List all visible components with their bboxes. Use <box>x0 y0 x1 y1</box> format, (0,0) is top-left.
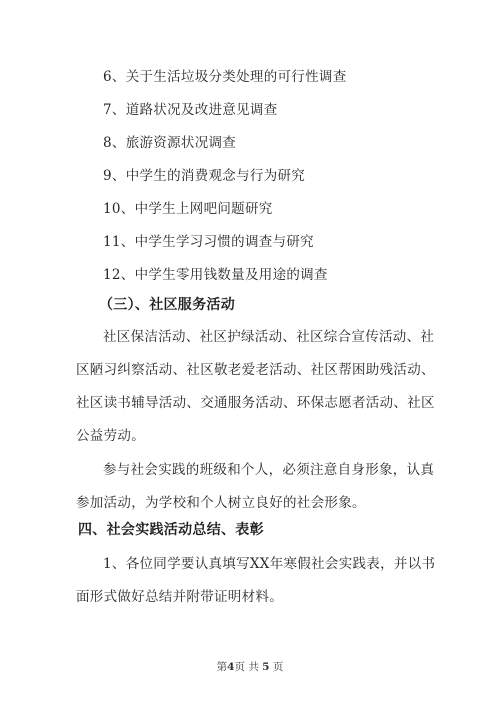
list-item: 12、中学生零用钱数量及用途的调查 <box>103 267 328 283</box>
footer-suffix: 页 <box>272 661 284 673</box>
list-item: 8、旅游资源状况调查 <box>103 135 237 151</box>
list-item: 10、中学生上网吧问题研究 <box>103 201 273 217</box>
paragraph-line: 面形式做好总结并附带证明材料。 <box>76 589 283 605</box>
footer-middle: 页 共 <box>234 661 259 673</box>
total-page-number: 5 <box>262 661 270 673</box>
list-item: 9、中学生的消费观念与行为研究 <box>103 168 306 184</box>
current-page-number: 4 <box>227 661 235 673</box>
paragraph-line: 社区保洁活动、社区护绿活动、社区综合宣传活动、社 <box>103 329 435 345</box>
paragraph-line: 参加活动，为学校和个人树立良好的社会形象。 <box>76 495 366 511</box>
list-item: 11、中学生学习习惯的调查与研究 <box>103 234 314 250</box>
list-item: 7、道路状况及改进意见调查 <box>103 102 278 118</box>
page-footer <box>0 660 500 674</box>
section-heading-community-service: （三）、社区服务活动 <box>99 297 235 313</box>
list-item: 6、关于生活垃圾分类处理的可行性调查 <box>103 69 347 85</box>
paragraph-line: 社区读书辅导活动、交通服务活动、环保志愿者活动、社区 <box>76 395 435 411</box>
paragraph-line: 参与社会实践的班级和个人，必须注意自身形象，认真 <box>103 462 435 478</box>
paragraph-line: 1、各位同学要认真填写XX年寒假社会实践表，并以书 <box>103 556 436 572</box>
footer-prefix: 第 <box>216 661 228 673</box>
paragraph-line: 公益劳动。 <box>76 428 145 444</box>
section-heading-summary: 四、社会实践活动总结、表彰 <box>78 522 264 538</box>
paragraph-line: 区陋习纠察活动、社区敬老爱老活动、社区帮困助残活动、 <box>76 362 435 378</box>
